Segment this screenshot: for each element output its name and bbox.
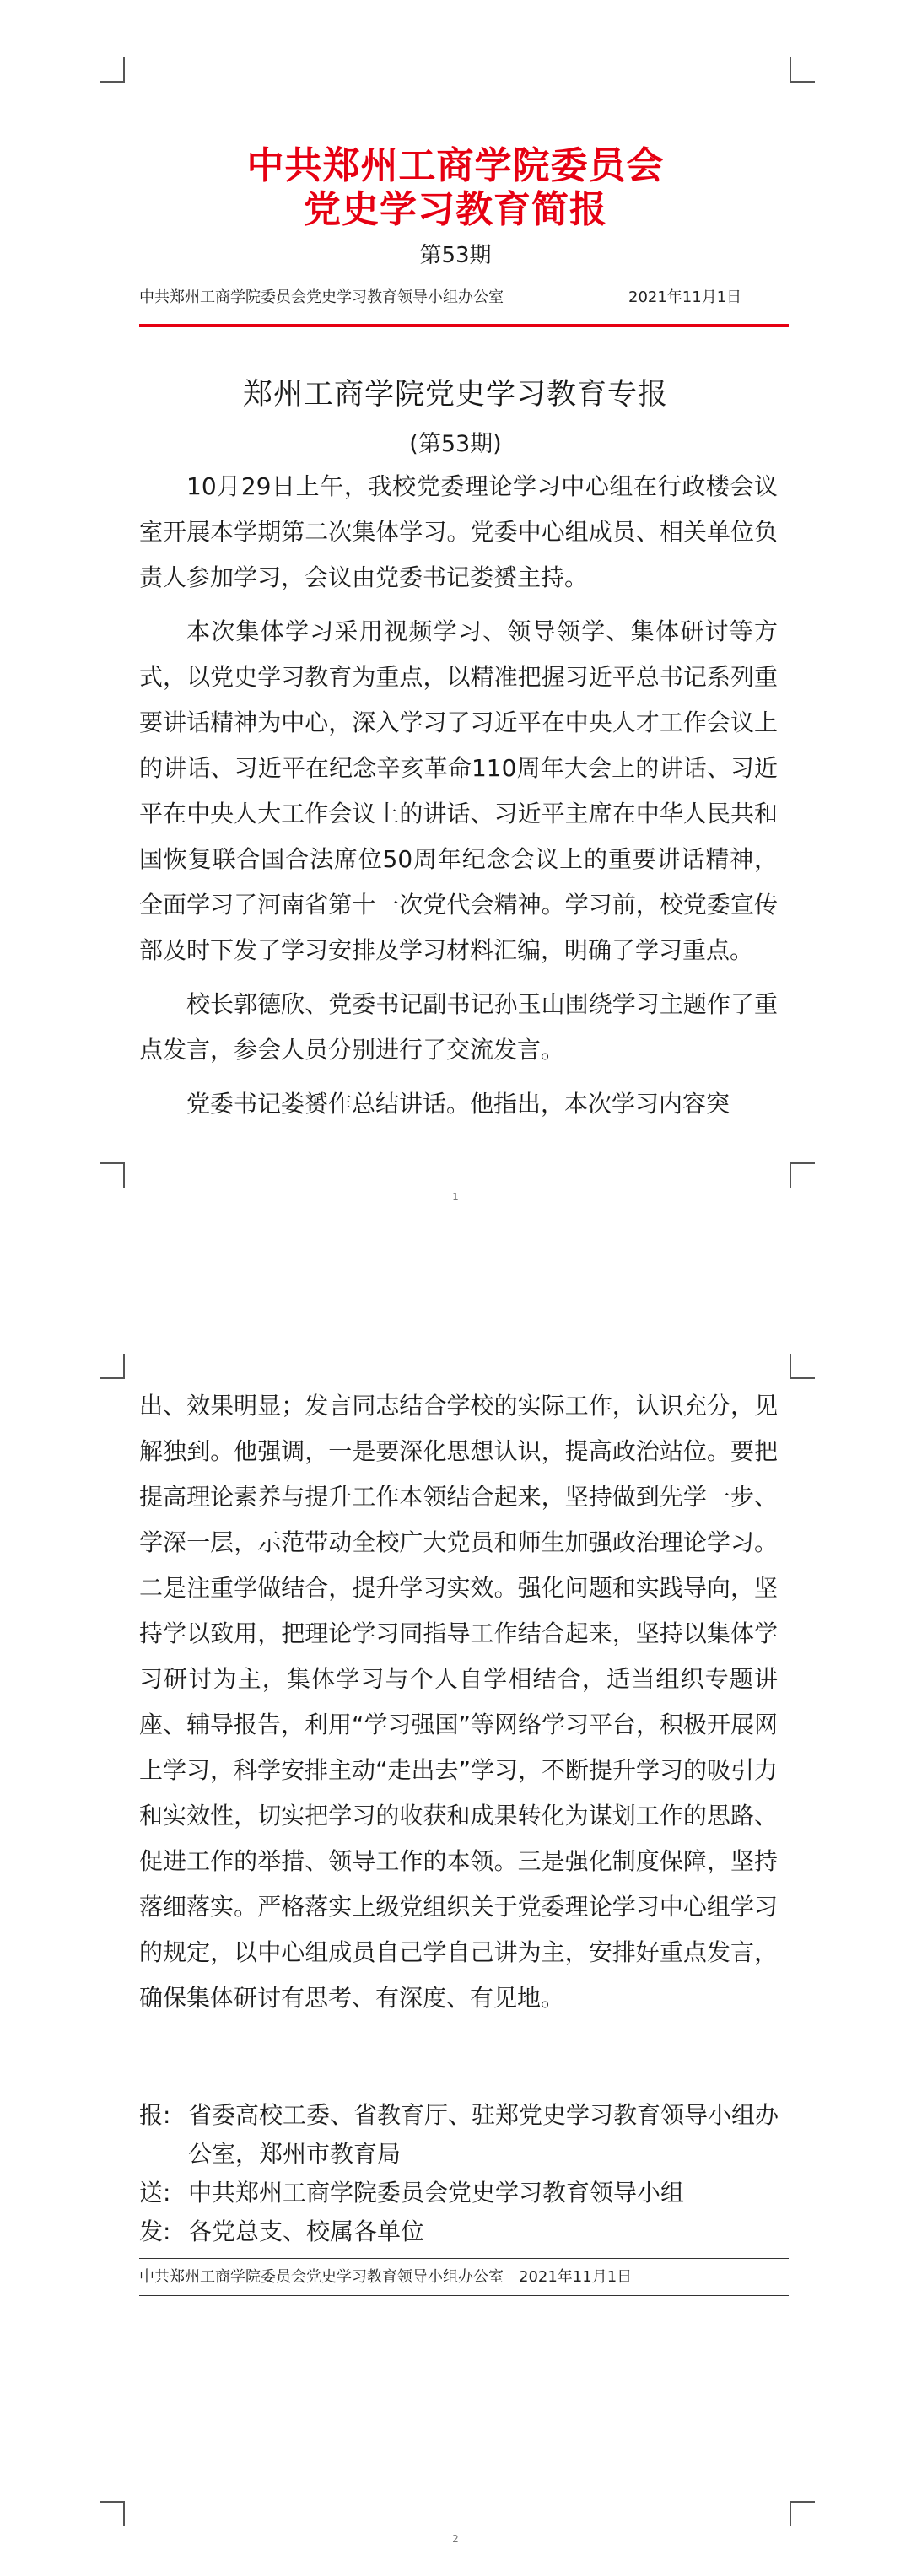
crop-mark-top-left	[100, 1354, 125, 1379]
distribution-label: 发:	[139, 2218, 171, 2245]
page-number: 1	[452, 1191, 459, 1203]
distribution-value: 中共郑州工商学院委员会党史学习教育领导小组	[188, 2179, 685, 2207]
document-body-page1	[139, 464, 778, 1127]
document-body-page2	[139, 1383, 778, 2021]
footer-date: 2021年11月1日	[519, 2268, 633, 2286]
crop-mark-bottom-right	[790, 1162, 815, 1188]
issue-date: 2021年11月1日	[628, 288, 742, 306]
footer-issuer-name: 中共郑州工商学院委员会党史学习教育领导小组办公室	[139, 2268, 504, 2286]
bulletin-issuer-line	[139, 285, 780, 307]
body-paragraph: 本次集体学习采用视频学习、领导领学、集体研讨等方式，以党史学习教育为重点，以精准把握习近平总书记系列重要讲话精神为中心，深入学习了习近平在中央人才工作会议上的讲话、习近平在纪念辛亥革命110周年大会上的讲话、习近平在中央人大工作会议上的讲话、习近平主席在中华人民共和国恢复联合国合法席位50周年纪念会议上的重要讲话精神，全面学习了河南省第十一次党代会精神。学习前，校党委宣传部及时下发了学习安排及学习材料汇编，明确了学习重点。	[139, 617, 778, 964]
document-page-1	[0, 0, 911, 1227]
distribution-value: 各党总支、校属各单位	[188, 2218, 425, 2245]
crop-mark-top-right	[790, 1354, 815, 1379]
bulletin-heading-line1: 中共郑州工商学院委员会	[246, 144, 665, 187]
bulletin-issue-number: 第53期	[419, 243, 492, 268]
crop-mark-bottom-left	[100, 2501, 125, 2526]
crop-mark-top-left	[100, 57, 125, 83]
footer-top-rule	[139, 2258, 789, 2259]
distribution-value: 省委高校工委、省教育厅、驻郑党史学习教育领导小组办公室，郑州市教育局	[188, 2101, 779, 2168]
distribution-row-report	[139, 2096, 780, 2174]
bulletin-heading-line2: 党史学习教育简报	[304, 188, 607, 231]
body-paragraph: 党委书记娄赟作总结讲话。他指出，本次学习内容突	[186, 1090, 730, 1118]
issuer-name: 中共郑州工商学院委员会党史学习教育领导小组办公室	[139, 288, 504, 306]
distribution-label: 报:	[139, 2101, 171, 2129]
crop-mark-top-right	[790, 57, 815, 83]
red-divider-rule	[139, 324, 789, 327]
crop-mark-bottom-left	[100, 1162, 125, 1188]
document-issue-number: (第53期)	[409, 431, 502, 457]
body-paragraph-continued: 出、效果明显；发言同志结合学校的实际工作，认识充分，见解独到。他强调，一是要深化思想认识，提高政治站位。要把提高理论素养与提升工作本领结合起来，坚持做到先学一步、学深一层，示范带动全校广大党员和师生加强政治理论学习。二是注重学做结合，提升学习实效。强化问题和实践导向，坚持学以致用，把理论学习同指导工作结合起来，坚持以集体学习研讨为主，集体学习与个人自学相结合，适当组织专题讲座、辅导报告，利用“学习强国”等网络学习平台，积极开展网上学习，科学安排主动“走出去”学习，不断提升学习的吸引力和实效性，切实把学习的收获和成果转化为谋划工作的思路、促进工作的举措、领导工作的本领。三是强化制度保障，坚持落细落实。严格落实上级党组织关于党委理论学习中心组学习的规定，以中心组成员自己学自己讲为主，安排好重点发言，确保集体研讨有思考、有深度、有见地。	[139, 1392, 779, 2012]
footer-issuer-line	[139, 2265, 780, 2287]
body-paragraph: 校长郭德欣、党委书记副书记孙玉山围绕学习主题作了重点发言，参会人员分别进行了交流发言。	[139, 990, 778, 1064]
document-title: 郑州工商学院党史学习教育专报	[242, 378, 668, 412]
body-paragraph: 10月29日上午，我校党委理论学习中心组在行政楼会议室开展本学期第二次集体学习。党委中心组成员、相关单位负责人参加学习，会议由党委书记娄赟主持。	[139, 472, 778, 591]
page-number: 2	[452, 2533, 459, 2545]
footer-bottom-rule	[139, 2295, 789, 2296]
distribution-list	[139, 2096, 780, 2251]
document-page-2	[0, 1227, 911, 2576]
crop-mark-bottom-right	[790, 2501, 815, 2526]
distribution-label: 送:	[139, 2179, 171, 2207]
distribution-row-issue	[139, 2212, 780, 2251]
distribution-row-send	[139, 2174, 780, 2212]
